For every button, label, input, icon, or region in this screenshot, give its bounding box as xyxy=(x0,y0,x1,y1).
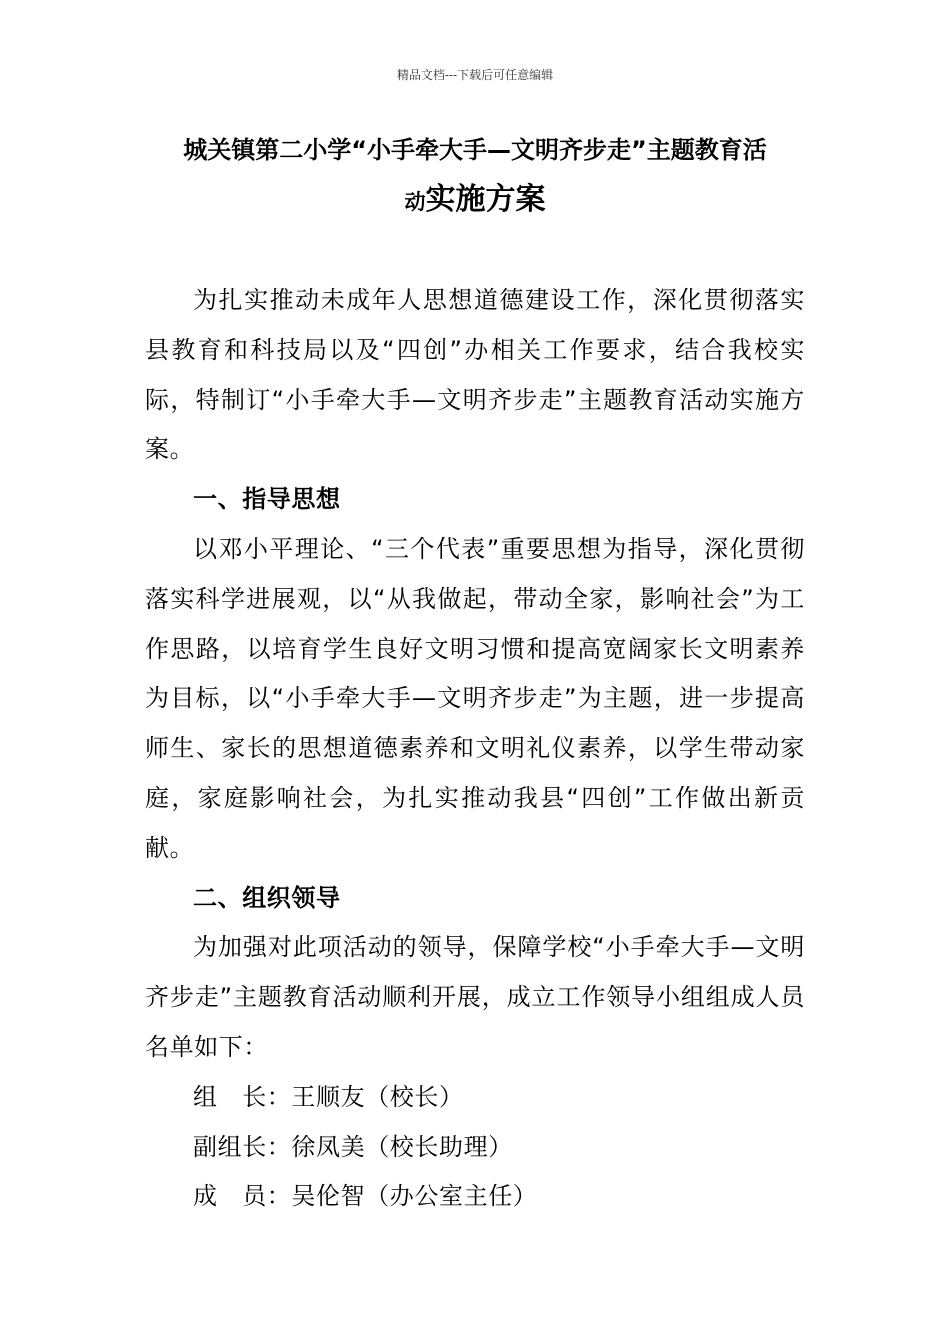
section-heading-organization: 二、组织领导 xyxy=(193,883,341,912)
organization-paragraph: 为加强对此项活动的领导，保障学校“小手牵大手—文明齐步走”主题教育活动顺利开展，成立工作领导小组组成人员名单如下： xyxy=(145,933,805,1061)
intro-paragraph: 为扎实推动未成年人思想道德建设工作，深化贯彻落实县教育和科技局以及“四创”办相关工作要求，结合我校实际，特制订“小手牵大手—文明齐步走”主题教育活动实施方案。 xyxy=(145,286,805,464)
member-leader: 组 长：王顺友（校长） xyxy=(193,1082,464,1111)
section-heading-guiding-thought: 一、指导思想 xyxy=(193,485,341,514)
guiding-thought-paragraph: 以邓小平理论、“三个代表”重要思想为指导，深化贯彻落实科学进展观，以“从我做起，带动全家，影响社会”为工作思路，以培育学生良好文明习惯和提高宽阔家长文明素养为目标，以“小手牵大手—文明齐步走”为主题，进一步提高师生、家长的思想道德素养和文明礼仪素养，以学生带动家庭，家庭影响社会，为扎实推动我县“四创”工作做出新贡献。 xyxy=(145,534,805,862)
title-line-2-prefix: 动 xyxy=(404,190,426,214)
member-deputy-leader: 副组长：徐凤美（校长助理） xyxy=(193,1132,513,1161)
title-line-2 xyxy=(145,176,805,226)
header-note: 精品文档---下载后可任意编辑 xyxy=(396,68,554,82)
title-line-2-main: 实施方案 xyxy=(425,182,546,217)
member-staff: 成 员：吴伦智（办公室主任） xyxy=(193,1182,538,1211)
document-body xyxy=(145,276,805,1222)
document-title xyxy=(145,130,805,226)
title-line-1: 城关镇第二小学“小手牵大手—文明齐步走”主题教育活 xyxy=(183,136,767,164)
